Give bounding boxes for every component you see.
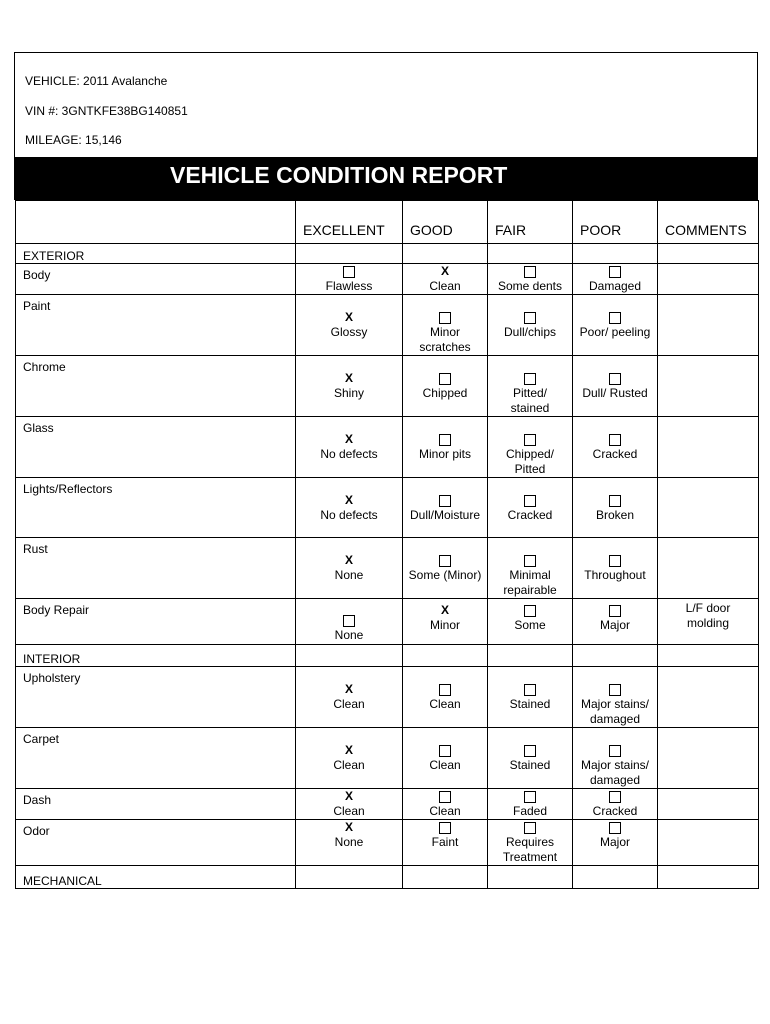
checkbox[interactable] xyxy=(524,373,536,385)
blank-cell xyxy=(488,645,573,667)
cell-rust-excellent xyxy=(296,538,403,599)
checkbox[interactable] xyxy=(524,434,536,446)
checkbox[interactable] xyxy=(609,605,621,617)
comment-upholstery xyxy=(658,667,759,728)
col-fair: FAIR xyxy=(488,201,573,244)
checkbox[interactable] xyxy=(609,822,621,834)
table-row xyxy=(16,417,759,478)
comment-glass xyxy=(658,417,759,478)
section-row xyxy=(16,645,759,667)
table-row xyxy=(16,789,759,820)
cell-odor-fair xyxy=(488,820,573,866)
checkbox[interactable] xyxy=(524,266,536,278)
cell-dash-poor xyxy=(573,789,658,820)
checkbox[interactable] xyxy=(439,822,451,834)
checkbox[interactable] xyxy=(609,791,621,803)
cell-rust-poor xyxy=(573,538,658,599)
checkbox[interactable] xyxy=(439,745,451,757)
cell-glass-fair xyxy=(488,417,573,478)
checkbox[interactable] xyxy=(439,791,451,803)
option-label: Major xyxy=(599,835,630,849)
option-label: Dull/chips xyxy=(503,325,557,339)
check-mark: X xyxy=(344,371,353,385)
row-label-odor: Odor xyxy=(16,820,296,866)
table-row xyxy=(16,667,759,728)
row-label-chrome: Chrome xyxy=(16,356,296,417)
comment-body xyxy=(658,264,759,295)
cell-chrome-fair xyxy=(488,356,573,417)
row-label-lights: Lights/Reflectors xyxy=(16,478,296,538)
check-mark: X xyxy=(344,432,353,446)
option-label: Shiny xyxy=(333,386,365,400)
cell-rust-fair xyxy=(488,538,573,599)
cell-carpet-fair xyxy=(488,728,573,789)
cell-glass-excellent xyxy=(296,417,403,478)
cell-dash-fair xyxy=(488,789,573,820)
option-label: Cracked xyxy=(507,508,553,522)
table-row xyxy=(16,538,759,599)
cell-body_repair-excellent xyxy=(296,599,403,645)
option-label: Minor scratches xyxy=(419,325,471,354)
option-label: None xyxy=(334,568,364,582)
cell-odor-good xyxy=(403,820,488,866)
option-label: Clean xyxy=(429,697,461,711)
option-label: Damaged xyxy=(588,279,642,293)
check-mark: X xyxy=(344,553,353,567)
cell-lights-good xyxy=(403,478,488,538)
header-blank xyxy=(16,201,296,244)
row-label-carpet: Carpet xyxy=(16,728,296,789)
checkbox[interactable] xyxy=(609,495,621,507)
report-title: VEHICLE CONDITION REPORT xyxy=(170,162,508,188)
checkbox[interactable] xyxy=(439,555,451,567)
cell-upholstery-excellent xyxy=(296,667,403,728)
blank-cell xyxy=(403,645,488,667)
checkbox[interactable] xyxy=(524,605,536,617)
table-row xyxy=(16,599,759,645)
table-row xyxy=(16,478,759,538)
table-row xyxy=(16,728,759,789)
option-label: Minimal repairable xyxy=(503,568,557,597)
check-mark: X xyxy=(440,264,449,278)
row-label-rust: Rust xyxy=(16,538,296,599)
cell-chrome-excellent xyxy=(296,356,403,417)
mileage-line: MILEAGE: 15,146 xyxy=(25,133,122,147)
cell-dash-good xyxy=(403,789,488,820)
option-label: No defects xyxy=(320,447,378,461)
checkbox[interactable] xyxy=(524,555,536,567)
checkbox[interactable] xyxy=(609,266,621,278)
option-label: Stained xyxy=(509,697,551,711)
checkbox[interactable] xyxy=(609,312,621,324)
cell-odor-excellent xyxy=(296,820,403,866)
cell-upholstery-good xyxy=(403,667,488,728)
row-label-paint: Paint xyxy=(16,295,296,356)
cell-body-good xyxy=(403,264,488,295)
cell-upholstery-poor xyxy=(573,667,658,728)
cell-paint-fair xyxy=(488,295,573,356)
cell-paint-excellent xyxy=(296,295,403,356)
blank-cell xyxy=(488,866,573,889)
cell-lights-poor xyxy=(573,478,658,538)
option-label: No defects xyxy=(320,508,378,522)
option-label: None xyxy=(334,835,364,849)
cell-lights-excellent xyxy=(296,478,403,538)
option-label: Chipped xyxy=(422,386,468,400)
cell-chrome-good xyxy=(403,356,488,417)
comment-body_repair: L/F door molding xyxy=(658,599,759,645)
blank-cell xyxy=(573,866,658,889)
option-label: Minor xyxy=(429,618,460,632)
comment-rust xyxy=(658,538,759,599)
cell-glass-good xyxy=(403,417,488,478)
checkbox[interactable] xyxy=(524,822,536,834)
checkbox[interactable] xyxy=(524,745,536,757)
vin-line: VIN #: 3GNTKFE38BG140851 xyxy=(25,104,188,118)
cell-dash-excellent xyxy=(296,789,403,820)
checkbox[interactable] xyxy=(439,684,451,696)
checkbox[interactable] xyxy=(439,312,451,324)
section-interior: INTERIOR xyxy=(16,645,296,667)
option-label: Clean xyxy=(429,279,461,293)
cell-odor-poor xyxy=(573,820,658,866)
option-label: Dull/Moisture xyxy=(409,508,481,522)
option-label: Cracked xyxy=(592,804,638,818)
option-label: Cracked xyxy=(592,447,638,461)
option-label: Major stains/ damaged xyxy=(580,697,650,726)
checkbox[interactable] xyxy=(609,684,621,696)
cell-body_repair-fair xyxy=(488,599,573,645)
option-label: Broken xyxy=(595,508,635,522)
col-poor: POOR xyxy=(573,201,658,244)
cell-lights-fair xyxy=(488,478,573,538)
cell-carpet-poor xyxy=(573,728,658,789)
option-label: Glossy xyxy=(330,325,368,339)
option-label: Some dents xyxy=(497,279,563,293)
row-label-body_repair: Body Repair xyxy=(16,599,296,645)
cell-upholstery-fair xyxy=(488,667,573,728)
cell-paint-good xyxy=(403,295,488,356)
blank-cell xyxy=(658,645,759,667)
blank-cell xyxy=(403,866,488,889)
table-row xyxy=(16,820,759,866)
condition-table xyxy=(15,200,759,889)
cell-glass-poor xyxy=(573,417,658,478)
option-label: Clean xyxy=(333,697,365,711)
section-row xyxy=(16,244,759,264)
blank-cell xyxy=(573,645,658,667)
checkbox[interactable] xyxy=(439,495,451,507)
blank-cell xyxy=(296,866,403,889)
row-label-body: Body xyxy=(16,264,296,295)
vehicle-info-box xyxy=(14,52,758,158)
comment-paint xyxy=(658,295,759,356)
col-good: GOOD xyxy=(403,201,488,244)
blank-cell xyxy=(573,244,658,264)
option-label: Clean xyxy=(429,804,461,818)
col-excellent: EXCELLENT xyxy=(296,201,403,244)
cell-rust-good xyxy=(403,538,488,599)
blank-cell xyxy=(296,244,403,264)
option-label: Clean xyxy=(429,758,461,772)
check-mark: X xyxy=(344,682,353,696)
option-label: Flawless xyxy=(325,279,373,293)
check-mark: X xyxy=(344,493,353,507)
cell-body-excellent xyxy=(296,264,403,295)
option-label: Throughout xyxy=(584,568,646,582)
col-comments: COMMENTS xyxy=(658,201,759,244)
section-row xyxy=(16,866,759,889)
section-mechanical: MECHANICAL xyxy=(16,866,296,889)
check-mark: X xyxy=(344,310,353,324)
checkbox[interactable] xyxy=(439,434,451,446)
option-label: Major xyxy=(599,618,630,632)
check-mark: X xyxy=(344,789,353,803)
option-label: Clean xyxy=(333,758,365,772)
option-label: Faded xyxy=(512,804,548,818)
comment-carpet xyxy=(658,728,759,789)
cell-body-fair xyxy=(488,264,573,295)
table-row xyxy=(16,356,759,417)
checkbox[interactable] xyxy=(343,266,355,278)
title-bar xyxy=(14,158,758,200)
cell-carpet-good xyxy=(403,728,488,789)
checkbox[interactable] xyxy=(609,555,621,567)
comment-lights xyxy=(658,478,759,538)
checkbox[interactable] xyxy=(609,745,621,757)
cell-chrome-poor xyxy=(573,356,658,417)
option-label: Minor pits xyxy=(418,447,471,461)
option-label: Clean xyxy=(333,804,365,818)
option-label: Some (Minor) xyxy=(408,568,482,582)
cell-body-poor xyxy=(573,264,658,295)
blank-cell xyxy=(658,866,759,889)
check-mark: X xyxy=(440,603,449,617)
blank-cell xyxy=(403,244,488,264)
check-mark: X xyxy=(344,820,353,834)
row-label-dash: Dash xyxy=(16,789,296,820)
comment-chrome xyxy=(658,356,759,417)
row-label-glass: Glass xyxy=(16,417,296,478)
checkbox[interactable] xyxy=(524,312,536,324)
header-row xyxy=(16,201,759,244)
checkbox[interactable] xyxy=(524,495,536,507)
option-label: None xyxy=(334,628,364,642)
checkbox[interactable] xyxy=(609,373,621,385)
option-label: Requires Treatment xyxy=(502,835,558,864)
comment-odor xyxy=(658,820,759,866)
blank-cell xyxy=(488,244,573,264)
cell-body_repair-poor xyxy=(573,599,658,645)
section-exterior: EXTERIOR xyxy=(16,244,296,264)
check-mark: X xyxy=(344,743,353,757)
table-row xyxy=(16,264,759,295)
option-label: Poor/ peeling xyxy=(579,325,651,339)
blank-cell xyxy=(658,244,759,264)
checkbox[interactable] xyxy=(524,791,536,803)
table-row xyxy=(16,295,759,356)
option-label: Faint xyxy=(431,835,459,849)
cell-carpet-excellent xyxy=(296,728,403,789)
vehicle-line: VEHICLE: 2011 Avalanche xyxy=(25,74,168,88)
comment-dash xyxy=(658,789,759,820)
cell-paint-poor xyxy=(573,295,658,356)
checkbox[interactable] xyxy=(609,434,621,446)
option-label: Major stains/ damaged xyxy=(580,758,650,787)
option-label: Pitted/ stained xyxy=(510,386,550,415)
option-label: Chipped/ Pitted xyxy=(505,447,555,476)
checkbox[interactable] xyxy=(343,615,355,627)
checkbox[interactable] xyxy=(439,373,451,385)
option-label: Dull/ Rusted xyxy=(582,386,648,400)
blank-cell xyxy=(296,645,403,667)
cell-body_repair-good xyxy=(403,599,488,645)
row-label-upholstery: Upholstery xyxy=(16,667,296,728)
option-label: Stained xyxy=(509,758,551,772)
checkbox[interactable] xyxy=(524,684,536,696)
option-label: Some xyxy=(514,618,546,632)
